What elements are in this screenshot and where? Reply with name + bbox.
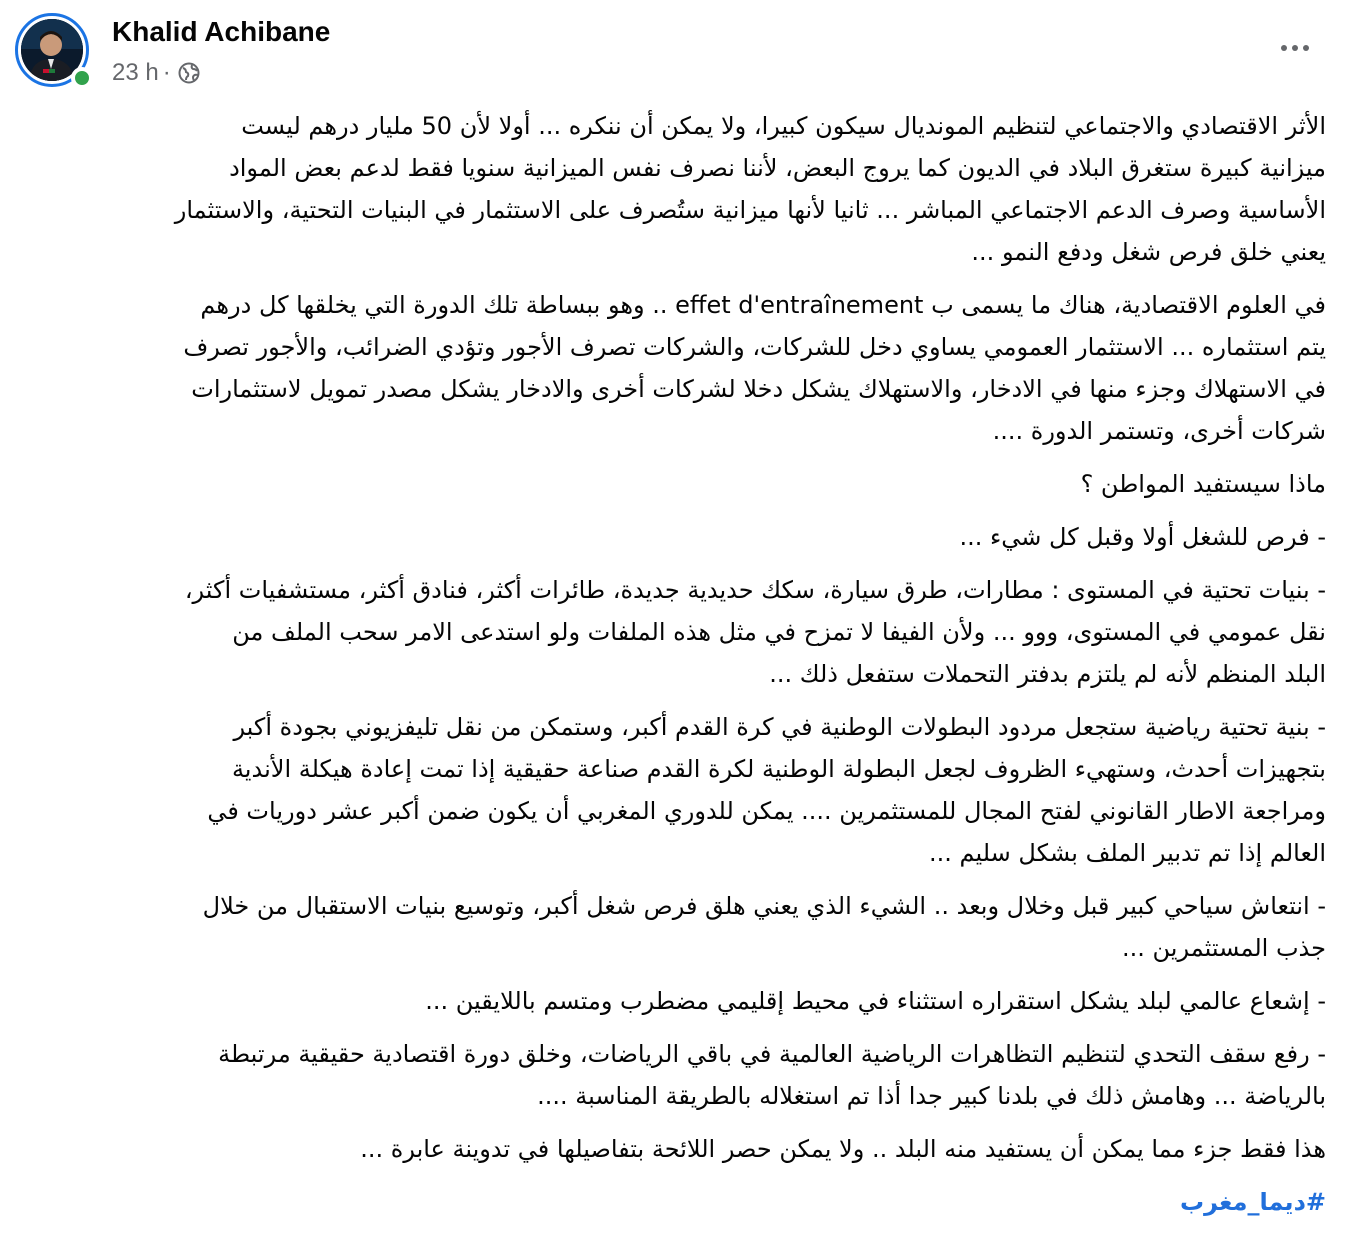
hashtag-line [16,1181,1326,1223]
online-status-dot [71,67,93,89]
post-text [16,105,1326,1234]
post-meta [112,58,201,88]
more-horizontal-icon [1280,44,1310,52]
paragraph: - بنيات تحتية في المستوى : مطارات، طرق سيارة، سكك حديدية جديدة، طائرات أكثر، فنادق أكثر، مستشفيات أكثر، نقل عمومي في المستوى، ووو ... ولأن الفيفا لا تمزح في مثل هذه الملفات ولو استدعى الامر سحب الملف من البلد المنظم لأنه لم يلتزم بدفتر التحملات ستفعل ذلك ... [184,576,1326,688]
author-name[interactable]: Khalid Achibane [112,16,331,47]
paragraph: في العلوم الاقتصادية، هناك ما يسمى ب effet d'entraînement .. وهو ببساطة تلك الدورة التي يخلقها كل درهم يتم استثماره ... الاستثمار العمومي يساوي دخل للشركات، والشركات تصرف الأجور وتؤدي الضرائب، والأجور تصرف في الاستهلاك وجزء منها في الادخار، والاستهلاك يشكل دخلا لشركات أخرى والادخار يشكل مصدر تمويل لاستثمارات شركات أخرى، وتستمر الدورة .... [183,291,1326,445]
post-time[interactable]: 23 h [112,59,159,86]
paragraph: ماذا سيستفيد المواطن ؟ [1080,470,1326,498]
more-options-button[interactable] [1268,28,1322,68]
paragraph: - بنية تحتية رياضية ستجعل مردود البطولات الوطنية في كرة القدم أكبر، وستمكن من نقل تليفزيوني بجودة أكبر بتجهيزات أحدث، وستهيء الظروف لجعل البطولة الوطنية لكرة القدم صناعة حقيقية إذا تمت إعادة هيكلة الأندية ومراجعة الاطار القانوني لفتح المجال للمستثمرين .... يمكن للدوري المغربي أن يكون ضمن أكبر عشر دوريات في العالم إذا تم تدبير الملف بشكل سليم ... [207,713,1326,867]
paragraph: - فرص للشغل أولا وقبل كل شيء ... [959,523,1326,551]
paragraph: - انتعاش سياحي كبير قبل وخلال وبعد .. الشيء الذي يعني هلق فرص شغل أكبر، وتوسيع بنيات الاستقبال من خلال جذب المستثمرين ... [202,892,1326,962]
post-header [0,0,1346,100]
avatar[interactable] [15,13,95,93]
paragraph: - إشعاع عالمي لبلد يشكل استقراره استثناء في محيط إقليمي مضطرب ومتسم باللايقين ... [425,987,1326,1015]
meta-separator: · [162,59,171,86]
paragraph: هذا فقط جزء مما يمكن أن يستفيد منه البلد .. ولا يمكن حصر اللائحة بتفاصيلها في تدوينة عابرة ... [360,1135,1326,1163]
globe-icon[interactable] [177,61,201,85]
hashtag-link[interactable]: #ديما_مغرب [1180,1188,1326,1216]
paragraph: - رفع سقف التحدي لتنظيم التظاهرات الرياضية العالمية في باقي الرياضات، وخلق دورة اقتصادية حقيقية مرتبطة بالرياضة ... وهامش ذلك في بلدنا كبير جدا أذا تم استغلاله بالطريقة المناسبة .... [218,1040,1326,1110]
paragraph: الأثر الاقتصادي والاجتماعي لتنظيم المونديال سيكون كبيرا، ولا يمكن أن ننكره ... أولا لأن 50 مليار درهم ليست ميزانية كبيرة ستغرق البلاد في الديون كما يروج البعض، لأننا نصرف نفس الميزانية سنويا فقط لدعم بعض المواد الأساسية وصرف الدعم الاجتماعي المباشر ... ثانيا لأنها ميزانية ستُصرف على الاستثمار في البنيات التحتية، والاستثمار يعني خلق فرص شغل ودفع النمو ... [174,112,1326,266]
